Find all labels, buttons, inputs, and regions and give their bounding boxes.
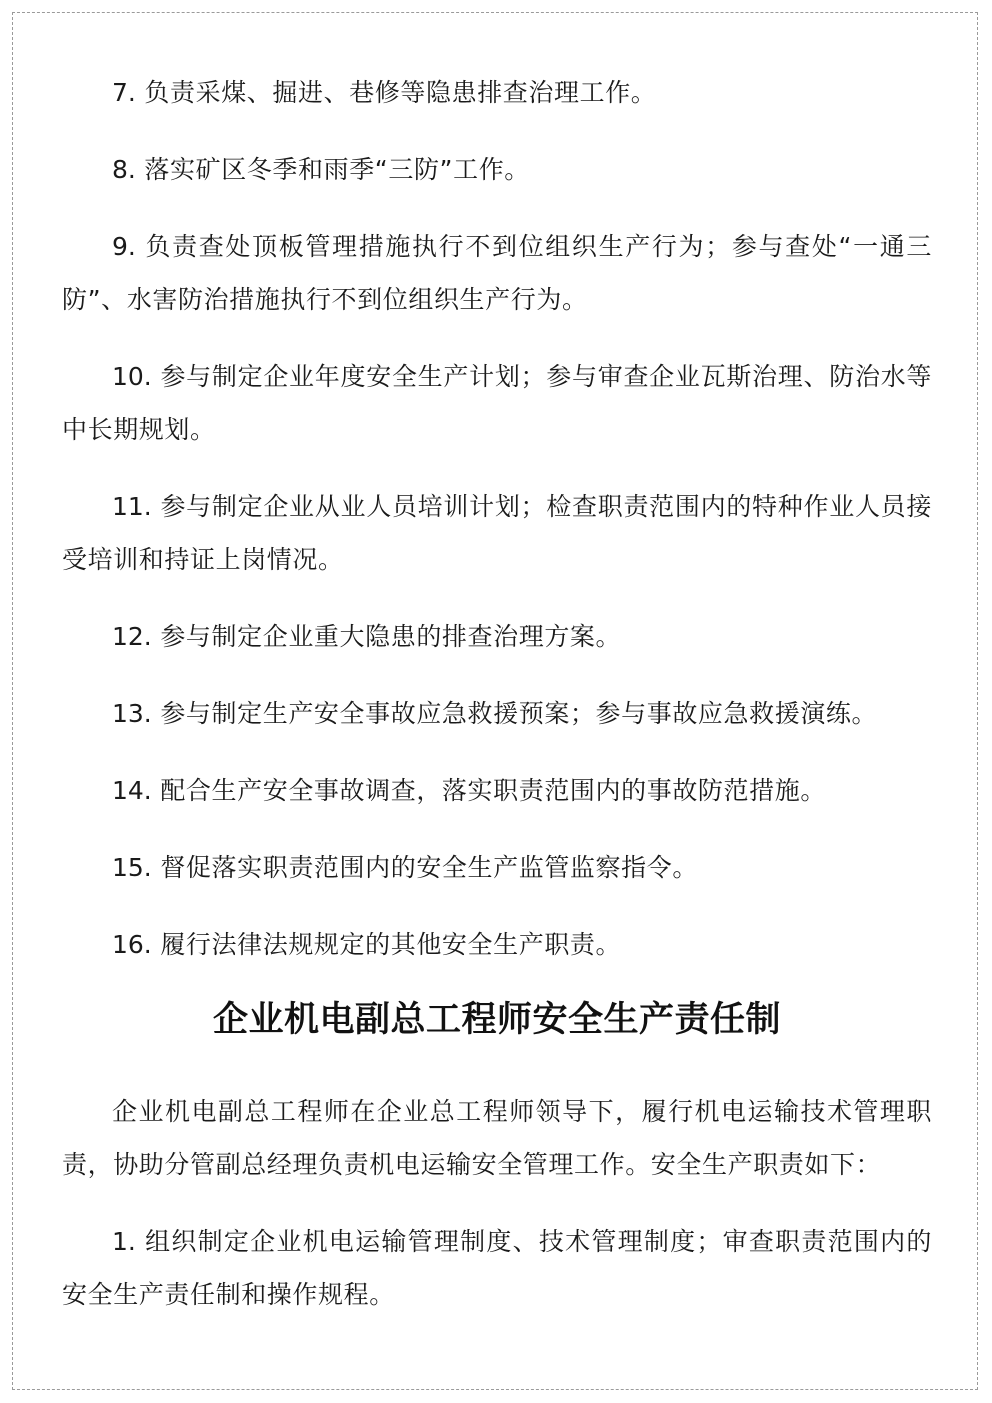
list-item xyxy=(62,1215,932,1321)
list-item xyxy=(62,66,932,119)
list-item xyxy=(62,918,932,971)
list-item xyxy=(62,610,932,663)
list-item xyxy=(62,480,932,586)
item-text: 参与制定企业年度安全生产计划；参与审查企业瓦斯治理、防治水等中长期规划。 xyxy=(62,362,932,444)
item-number: 8. xyxy=(112,155,136,184)
item-text: 履行法律法规规定的其他安全生产职责。 xyxy=(160,930,622,959)
item-number: 14. xyxy=(112,776,152,805)
item-number: 11. xyxy=(112,492,152,521)
item-text: 参与制定企业重大隐患的排查治理方案。 xyxy=(160,622,622,651)
section-title: 企业机电副总工程师安全生产责任制 xyxy=(212,1000,781,1040)
list-item xyxy=(62,764,932,817)
list-item xyxy=(62,687,932,740)
list-item xyxy=(62,220,932,326)
item-text: 督促落实职责范围内的安全生产监管监察指令。 xyxy=(160,853,698,882)
item-text: 组织制定企业机电运输管理制度、技术管理制度；审查职责范围内的安全生产责任制和操作规程。 xyxy=(62,1227,932,1309)
item-number: 16. xyxy=(112,930,152,959)
item-number: 1. xyxy=(112,1227,136,1256)
item-text: 参与制定生产安全事故应急救援预案；参与事故应急救援演练。 xyxy=(160,699,878,728)
document-body xyxy=(62,66,932,1345)
item-text: 负责采煤、掘进、巷修等隐患排查治理工作。 xyxy=(144,78,657,107)
item-number: 10. xyxy=(112,362,152,391)
item-number: 7. xyxy=(112,78,136,107)
section-intro: 企业机电副总工程师在企业总工程师领导下，履行机电运输技术管理职责，协助分管副总经理负责机电运输安全管理工作。安全生产职责如下： xyxy=(62,1097,932,1179)
item-number: 12. xyxy=(112,622,152,651)
item-text: 参与制定企业从业人员培训计划；检查职责范围内的特种作业人员接受培训和持证上岗情况。 xyxy=(62,492,932,574)
item-text: 负责查处顶板管理措施执行不到位组织生产行为；参与查处“一通三防”、水害防治措施执行不到位组织生产行为。 xyxy=(62,232,932,314)
item-number: 13. xyxy=(112,699,152,728)
list-item xyxy=(62,841,932,894)
item-text: 配合生产安全事故调查，落实职责范围内的事故防范措施。 xyxy=(160,776,826,805)
list-item xyxy=(62,143,932,196)
item-number: 9. xyxy=(112,232,136,261)
item-text: 落实矿区冬季和雨季“三防”工作。 xyxy=(144,155,530,184)
list-item xyxy=(62,350,932,456)
item-number: 15. xyxy=(112,853,152,882)
